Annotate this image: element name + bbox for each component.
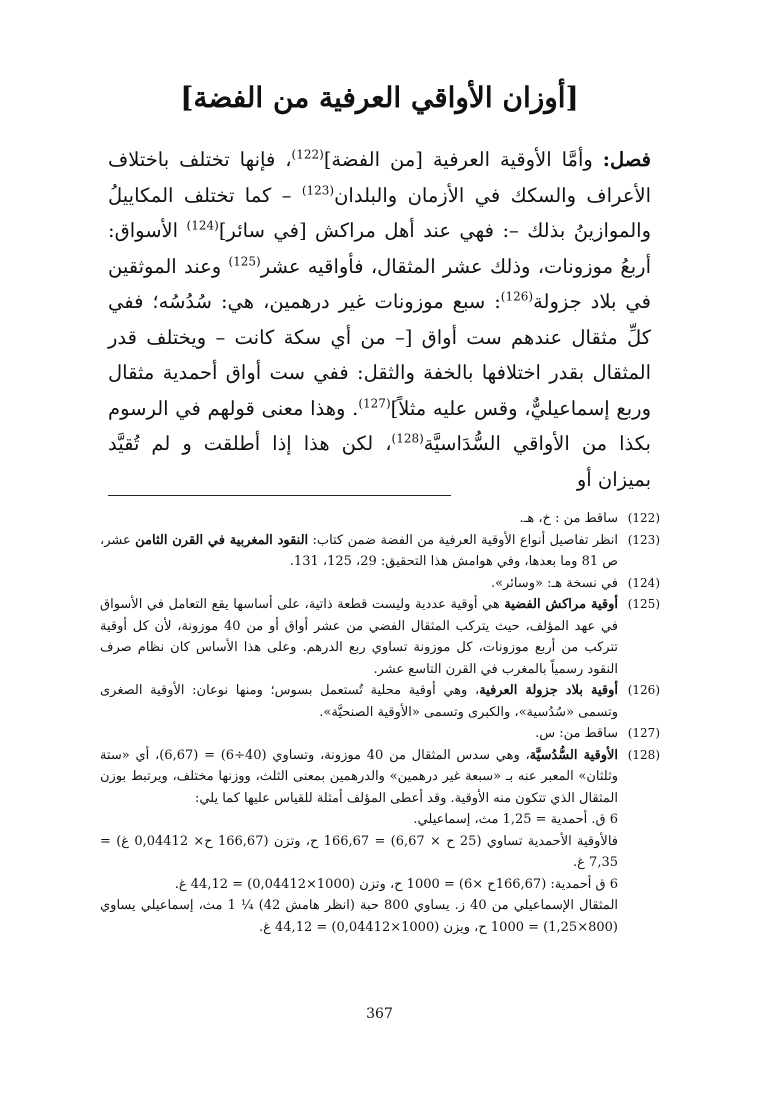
text-run: . وهذا معنى قولهم في الرسوم بكذا من الأواقي السُّدَاسيَّة — [108, 396, 651, 455]
footnote-divider — [108, 495, 451, 496]
footnote-term: أوقية مراكش الفضية — [504, 597, 618, 612]
text-run: : سبع موزونات غير درهمين، هي: سُدُسُه؛ ففي كلِّ مثقال عندهم ست أواق [– من أي سكة كانت – ويختلف قدر المثقال بقدر اختلافها بالخفة والثقل: ففي ست أواق أحمدية مثقال وربع إسماعيليٌّ، وقس عليه مثلاً] — [108, 290, 652, 420]
footnote-126 — [100, 680, 660, 723]
calc-line: 6 ق. أحمدية = 1,25 مث، إسماعيلي. — [413, 812, 618, 827]
footnote-ref-125[interactable]: (125) — [228, 254, 261, 268]
footnote-text — [100, 723, 618, 745]
footnote-text — [100, 530, 618, 573]
main-paragraph — [108, 142, 651, 497]
footnote-text-run: عشر، ص 81 وما بعدها، وفي هوامش هذا التحقيق: 29، 125، 131. — [100, 532, 618, 569]
footnote-text — [100, 680, 618, 723]
footnote-number: (125) — [627, 597, 660, 611]
footnote-text-run: انظر تفاصيل أنواع الأوقية العرفية من الفضة ضمن كتاب: — [308, 532, 618, 548]
footnote-text-run: ، وهي سدس المثقال من 40 موزونة، وتساوي (40÷6) = (6,67)، أي «ستة وثلثان» المعبر عنه بـ «سبعة غير درهمين» والدرهمين بمعنى الثلث، ووزنها مختلف، ويرتبط بوزن المثقال الذي تتكون منه الأوقية. وقد أعطى المؤلف أمثلة للقياس عليها كما يلي: — [100, 747, 618, 806]
footnote-number: (122) — [627, 511, 660, 525]
text-run: – كما تختلف المكاييلُ والموازينُ بذلك –: فهي عند أهل مراكش [في سائر] — [108, 183, 651, 242]
footnote-123 — [100, 530, 660, 573]
footnote-text-run: في نسخة هـ: «وسائر». — [490, 575, 618, 591]
footnote-ref-126[interactable]: (126) — [500, 289, 534, 304]
book-title: النقود المغربية في القرن الثامن — [135, 532, 309, 548]
footnote-text-run: ساقط من : خ، هـ. — [519, 511, 618, 526]
footnote-122 — [100, 508, 660, 530]
calc-line: المثقال الإسماعيلي من 40 ز. يساوي 800 حبة (انظر هامش 42) ¼ 1 مث، إسماعيلي يساوي (800×1,25) = 1000 ح، ويزن (1000×0,04412) = 44,12 غ. — [100, 898, 619, 935]
footnote-text — [100, 573, 618, 595]
footnote-124 — [100, 573, 660, 595]
page-number: 367 — [366, 1006, 393, 1022]
footnotes — [100, 508, 660, 938]
calc-line: 6 ق أحمدية: (166,67ح ×6) = 1000 ح، وتزن (1000×0,04412) = 44,12 غ. — [174, 876, 618, 892]
footnote-128 — [100, 745, 660, 939]
footnote-text-run: ، وهي أوقية محلية تُستعمل بسوس؛ ومنها نوعان: الأوقية الصغرى وتسمى «سُدُسية»، والكبرى وتسمى «الأوقية الصنحيَّة». — [100, 683, 618, 720]
footnote-ref-123[interactable]: (123) — [301, 183, 335, 197]
footnote-text — [100, 594, 618, 680]
footnote-ref-127[interactable]: (127) — [358, 396, 391, 410]
footnote-number: (128) — [627, 747, 660, 762]
footnote-text-run: هي أوقية عددية وليست قطعة ذاتية، على أساسها يقع التعامل في الأسواق في عهد المؤلف، حيث يتركب المثقال الفضي من عشر أواق أو من 40 موزونة، لأن كل أوقية تتركب من أربع موزونات، كل موزونة تساوي ربع الدرهم. وعلى هذا الأساس كان نظام صرف النقود رسمياً بالمغرب في القرن التاسع عشر. — [100, 597, 619, 677]
footnote-number: (126) — [627, 683, 660, 697]
text-run: ، لكن هذا إذا أطلقت و لم تُقيَّد بميزان أو — [108, 432, 651, 491]
footnote-ref-124[interactable]: (124) — [186, 218, 219, 233]
footnote-number: (123) — [627, 532, 660, 547]
text-run: وأمَّا الأوقية العرفية [من الفضة] — [323, 148, 603, 171]
footnote-text-run: ساقط من: س. — [535, 726, 618, 741]
footnote-text — [100, 745, 618, 939]
text-run: الأسواق: أربعُ موزونات، وذلك عشر المثقال، فأواقيه عشر — [108, 219, 651, 278]
text-run: ، فإنها تختلف باختلاف الأعراف والسكك في الأزمان والبلدان — [108, 148, 651, 207]
footnote-ref-122[interactable]: (122) — [291, 147, 324, 162]
footnote-number: (127) — [627, 726, 660, 740]
footnote-127 — [100, 723, 660, 745]
footnote-ref-128[interactable]: (128) — [391, 431, 424, 446]
footnote-125 — [100, 594, 660, 680]
footnote-text — [100, 508, 618, 530]
paragraph-lead: فصل: — [602, 148, 651, 171]
calc-line: فالأوقية الأحمدية تساوي (25 ح × 6,67) = 166,67 ح، وتزن (166,67 ح× 0,04412 غ) = 7,35 غ. — [100, 833, 619, 870]
footnote-term: أوقية بلاد جزولة العرفية — [479, 683, 618, 698]
footnote-number: (124) — [627, 575, 660, 590]
section-title: [أوزان الأواقي العرفية من الفضة] — [180, 81, 579, 114]
footnote-term: الأوقية السُّدُسيَّة — [529, 747, 619, 763]
text-run: وعند الموثقين في بلاد جزولة — [108, 254, 651, 313]
